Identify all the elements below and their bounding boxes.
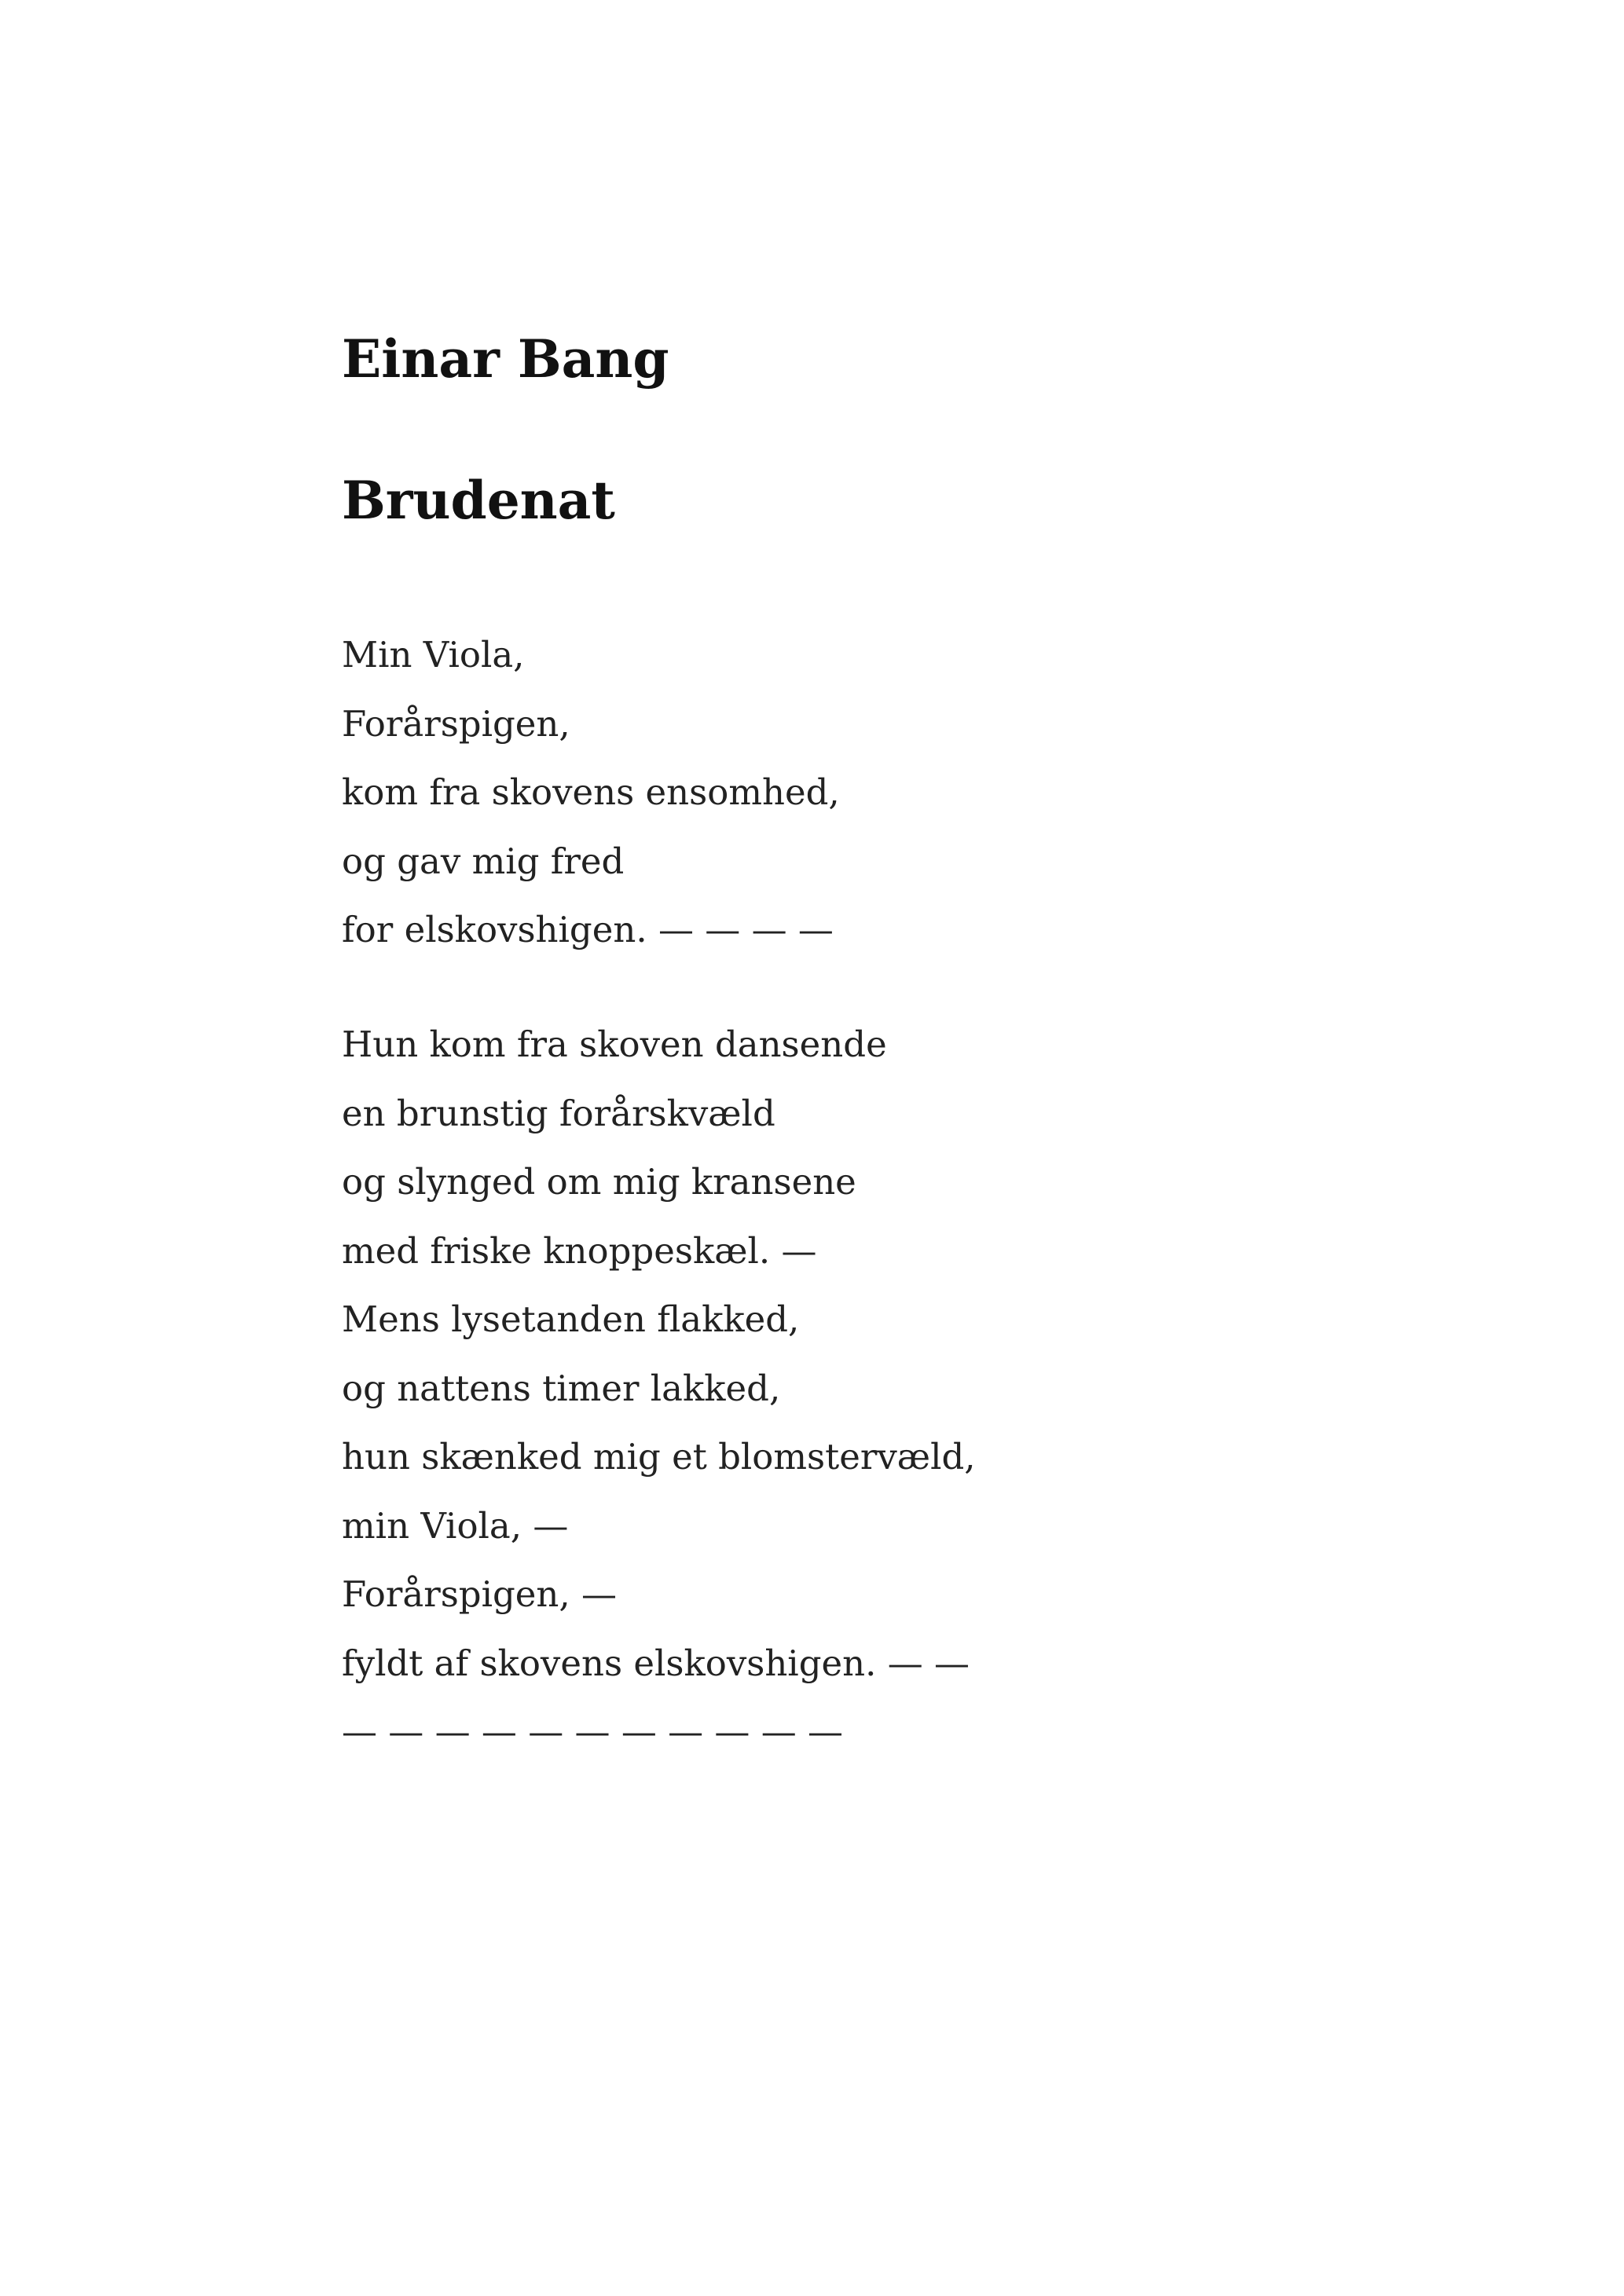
stanza-1 [342, 621, 840, 965]
poem-line: og nattens timer lakked, [342, 1367, 781, 1409]
poem-line: Hun kom fra skoven dansende [342, 1023, 887, 1065]
poem-line: min Viola, — [342, 1504, 569, 1547]
poem-line: Mens lysetanden flakked, [342, 1298, 800, 1340]
poem-line: — — — — — — — — — — — [342, 1711, 844, 1752]
poem-title: Brudenat [342, 470, 615, 531]
poem-line: en brunstig forårskvæld [342, 1092, 775, 1134]
poem-line: for elskovshigen. — — — — [342, 909, 834, 950]
poem-line: og slynged om mig kransene [342, 1161, 856, 1203]
poem-author: Einar Bang [342, 328, 669, 390]
stanza-2 [342, 1010, 976, 1767]
poem-line: Min Viola, [342, 634, 525, 676]
poem-line: Forårspigen, — [342, 1573, 618, 1615]
poem-line: og gav mig fred [342, 840, 625, 882]
poem-line: hun skænked mig et blomstervæld, [342, 1436, 976, 1478]
poem-line: med friske knoppeskæl. — [342, 1229, 817, 1272]
poem-line: kom fra skovens ensomhed, [342, 771, 840, 813]
poem-line: Forårspigen, [342, 702, 570, 745]
poem-line: fyldt af skovens elskovshigen. — — [342, 1642, 970, 1684]
